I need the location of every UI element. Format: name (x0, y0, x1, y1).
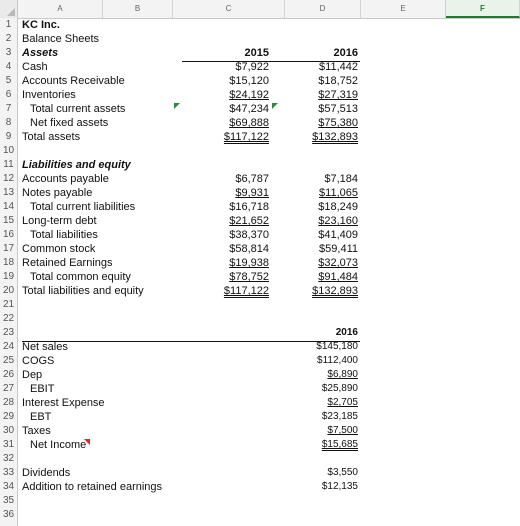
row-header[interactable]: 1 (5, 19, 12, 30)
select-all-triangle-icon (7, 8, 15, 16)
label-total-liabilities-and-equity[interactable]: Total liabilities and equity (22, 285, 144, 297)
assets-header[interactable]: Assets (22, 47, 59, 59)
value-tl-2016[interactable]: $41,409 (318, 229, 358, 241)
column-header-a[interactable]: A (18, 0, 103, 18)
value-ebt[interactable]: $23,185 (321, 411, 358, 422)
row-header[interactable]: 6 (5, 89, 12, 100)
label-total-common-equity[interactable]: Total common equity (30, 271, 131, 283)
row-header[interactable]: 2 (5, 33, 12, 44)
value-ltd-2015[interactable]: $21,652 (229, 215, 269, 227)
row-header[interactable]: 28 (2, 397, 15, 408)
row-header[interactable]: 15 (2, 215, 15, 226)
value-cash-2015[interactable]: $7,922 (235, 61, 269, 73)
value-tce-2015[interactable]: $78,752 (229, 271, 269, 283)
row-header-bar (0, 18, 18, 526)
value-cs-2016[interactable]: $59,411 (319, 243, 358, 255)
label-total-assets[interactable]: Total assets (22, 131, 81, 143)
error-marker-icon[interactable] (272, 103, 278, 109)
label-net-sales[interactable]: Net sales (22, 341, 68, 353)
value-dep[interactable]: $6,890 (327, 369, 358, 380)
row-header[interactable]: 3 (5, 47, 12, 58)
row-header[interactable]: 20 (2, 285, 15, 296)
label-interest-expense[interactable]: Interest Expense (22, 397, 105, 409)
value-total-assets-2015[interactable]: $117,122 (223, 131, 269, 143)
value-tl-2015[interactable]: $38,370 (229, 229, 269, 241)
value-total-assets-2016[interactable]: $132,893 (312, 131, 358, 143)
value-interest-expense[interactable]: $2,705 (327, 397, 358, 408)
value-tcl-2015[interactable]: $16,718 (229, 201, 269, 213)
value-tce-2016[interactable]: $91,484 (318, 271, 358, 283)
row-header[interactable]: 29 (2, 411, 15, 422)
value-re-2015[interactable]: $19,938 (229, 257, 269, 269)
liabilities-header[interactable]: Liabilities and equity (22, 159, 131, 171)
value-ar-2016[interactable]: $18,752 (318, 75, 358, 87)
label-common-stock[interactable]: Common stock (22, 243, 96, 255)
label-net-fixed-assets[interactable]: Net fixed assets (30, 117, 109, 129)
value-addition-to-retained-earnings[interactable]: $12,135 (321, 481, 358, 492)
row-header[interactable]: 24 (2, 341, 15, 352)
value-dividends[interactable]: $3,550 (327, 467, 358, 478)
value-inventories-2016[interactable]: $27,319 (318, 89, 358, 101)
label-ebit[interactable]: EBIT (30, 383, 55, 395)
column-header-d[interactable]: D (285, 0, 361, 18)
row-header[interactable]: 25 (2, 355, 15, 366)
row-header[interactable]: 22 (2, 313, 15, 324)
value-tca-2015[interactable]: $47,234 (229, 103, 269, 115)
value-nfa-2015[interactable]: $69,888 (229, 117, 269, 129)
error-marker-icon[interactable] (174, 103, 180, 109)
company-name[interactable]: KC Inc. (22, 19, 60, 31)
row-header[interactable]: 36 (2, 509, 15, 520)
value-np-2016[interactable]: $11,065 (319, 187, 358, 199)
label-notes-payable[interactable]: Notes payable (22, 187, 93, 199)
label-dividends[interactable]: Dividends (22, 467, 71, 479)
column-header-bar (0, 0, 520, 19)
label-taxes[interactable]: Taxes (22, 425, 51, 437)
value-net-sales[interactable]: $145,180 (316, 341, 358, 352)
value-nfa-2016[interactable]: $75,380 (318, 117, 358, 129)
row-header[interactable]: 19 (2, 271, 15, 282)
value-cs-2015[interactable]: $58,814 (229, 243, 269, 255)
label-long-term-debt[interactable]: Long-term debt (22, 215, 97, 227)
value-ap-2015[interactable]: $6,787 (235, 173, 269, 185)
select-all-corner[interactable] (0, 0, 18, 18)
label-net-income[interactable]: Net Income (30, 439, 87, 451)
value-cogs[interactable]: $112,400 (317, 355, 358, 366)
row-header[interactable]: 12 (2, 173, 15, 184)
value-tle-2016[interactable]: $132,893 (312, 285, 358, 297)
row-header[interactable]: 21 (2, 299, 15, 310)
value-ltd-2016[interactable]: $23,160 (318, 215, 358, 227)
row-header[interactable]: 10 (2, 145, 15, 156)
comment-indicator-icon[interactable] (84, 439, 90, 445)
row-header[interactable]: 16 (2, 229, 15, 240)
row-header[interactable]: 17 (2, 243, 15, 254)
row-header[interactable]: 35 (2, 495, 15, 506)
value-tca-2016[interactable]: $57,513 (318, 103, 358, 115)
label-total-current-liabilities[interactable]: Total current liabilities (30, 201, 136, 213)
value-ap-2016[interactable]: $7,184 (324, 173, 358, 185)
row-header[interactable]: 7 (5, 103, 12, 114)
column-header-e[interactable]: E (361, 0, 446, 18)
income-year-header[interactable]: 2016 (335, 327, 358, 338)
label-ebt[interactable]: EBT (30, 411, 52, 423)
row-header[interactable]: 31 (2, 439, 15, 450)
value-ar-2015[interactable]: $15,120 (229, 75, 269, 87)
value-taxes[interactable]: $7,500 (327, 425, 358, 436)
label-cash[interactable]: Cash (22, 61, 48, 73)
row-header[interactable]: 14 (2, 201, 15, 212)
label-addition-to-retained-earnings[interactable]: Addition to retained earnings (22, 481, 163, 493)
value-cash-2016[interactable]: $11,442 (319, 61, 358, 73)
column-header-f[interactable]: F (446, 0, 520, 18)
year-2016-header[interactable]: 2016 (333, 47, 358, 59)
value-re-2016[interactable]: $32,073 (318, 257, 358, 269)
value-tle-2015[interactable]: $117,122 (223, 285, 269, 297)
row-header[interactable]: 34 (2, 481, 15, 492)
row-header[interactable]: 8 (5, 117, 12, 128)
label-total-current-assets[interactable]: Total current assets (30, 103, 126, 115)
value-np-2015[interactable]: $9,931 (235, 187, 269, 199)
balance-sheet-title[interactable]: Balance Sheets (22, 33, 100, 45)
value-inventories-2015[interactable]: $24,192 (229, 89, 269, 101)
row-header[interactable]: 32 (2, 453, 15, 464)
column-header-b[interactable]: B (103, 0, 173, 18)
year-2015-header[interactable]: 2015 (244, 47, 269, 59)
label-retained-earnings[interactable]: Retained Earnings (22, 257, 113, 269)
column-header-c[interactable]: C (173, 0, 285, 18)
value-ebit[interactable]: $25,890 (321, 383, 358, 394)
label-accounts-receivable[interactable]: Accounts Receivable (22, 75, 125, 87)
value-net-income[interactable]: $15,685 (321, 439, 358, 450)
row-header[interactable]: 13 (2, 187, 15, 198)
row-header[interactable]: 11 (3, 159, 14, 170)
value-tcl-2016[interactable]: $18,249 (318, 201, 358, 213)
row-header[interactable]: 27 (2, 383, 15, 394)
row-header[interactable]: 4 (5, 61, 12, 72)
row-header[interactable]: 18 (2, 257, 15, 268)
row-header[interactable]: 26 (2, 369, 15, 380)
label-total-liabilities[interactable]: Total liabilities (30, 229, 98, 241)
row-header[interactable]: 9 (5, 131, 12, 142)
row-header[interactable]: 33 (2, 467, 15, 478)
row-header[interactable]: 30 (2, 425, 15, 436)
label-inventories[interactable]: Inventories (22, 89, 76, 101)
row-header[interactable]: 23 (2, 327, 15, 338)
label-accounts-payable[interactable]: Accounts payable (22, 173, 109, 185)
row-header[interactable]: 5 (5, 75, 12, 86)
label-dep[interactable]: Dep (22, 369, 43, 381)
label-cogs[interactable]: COGS (22, 355, 55, 367)
